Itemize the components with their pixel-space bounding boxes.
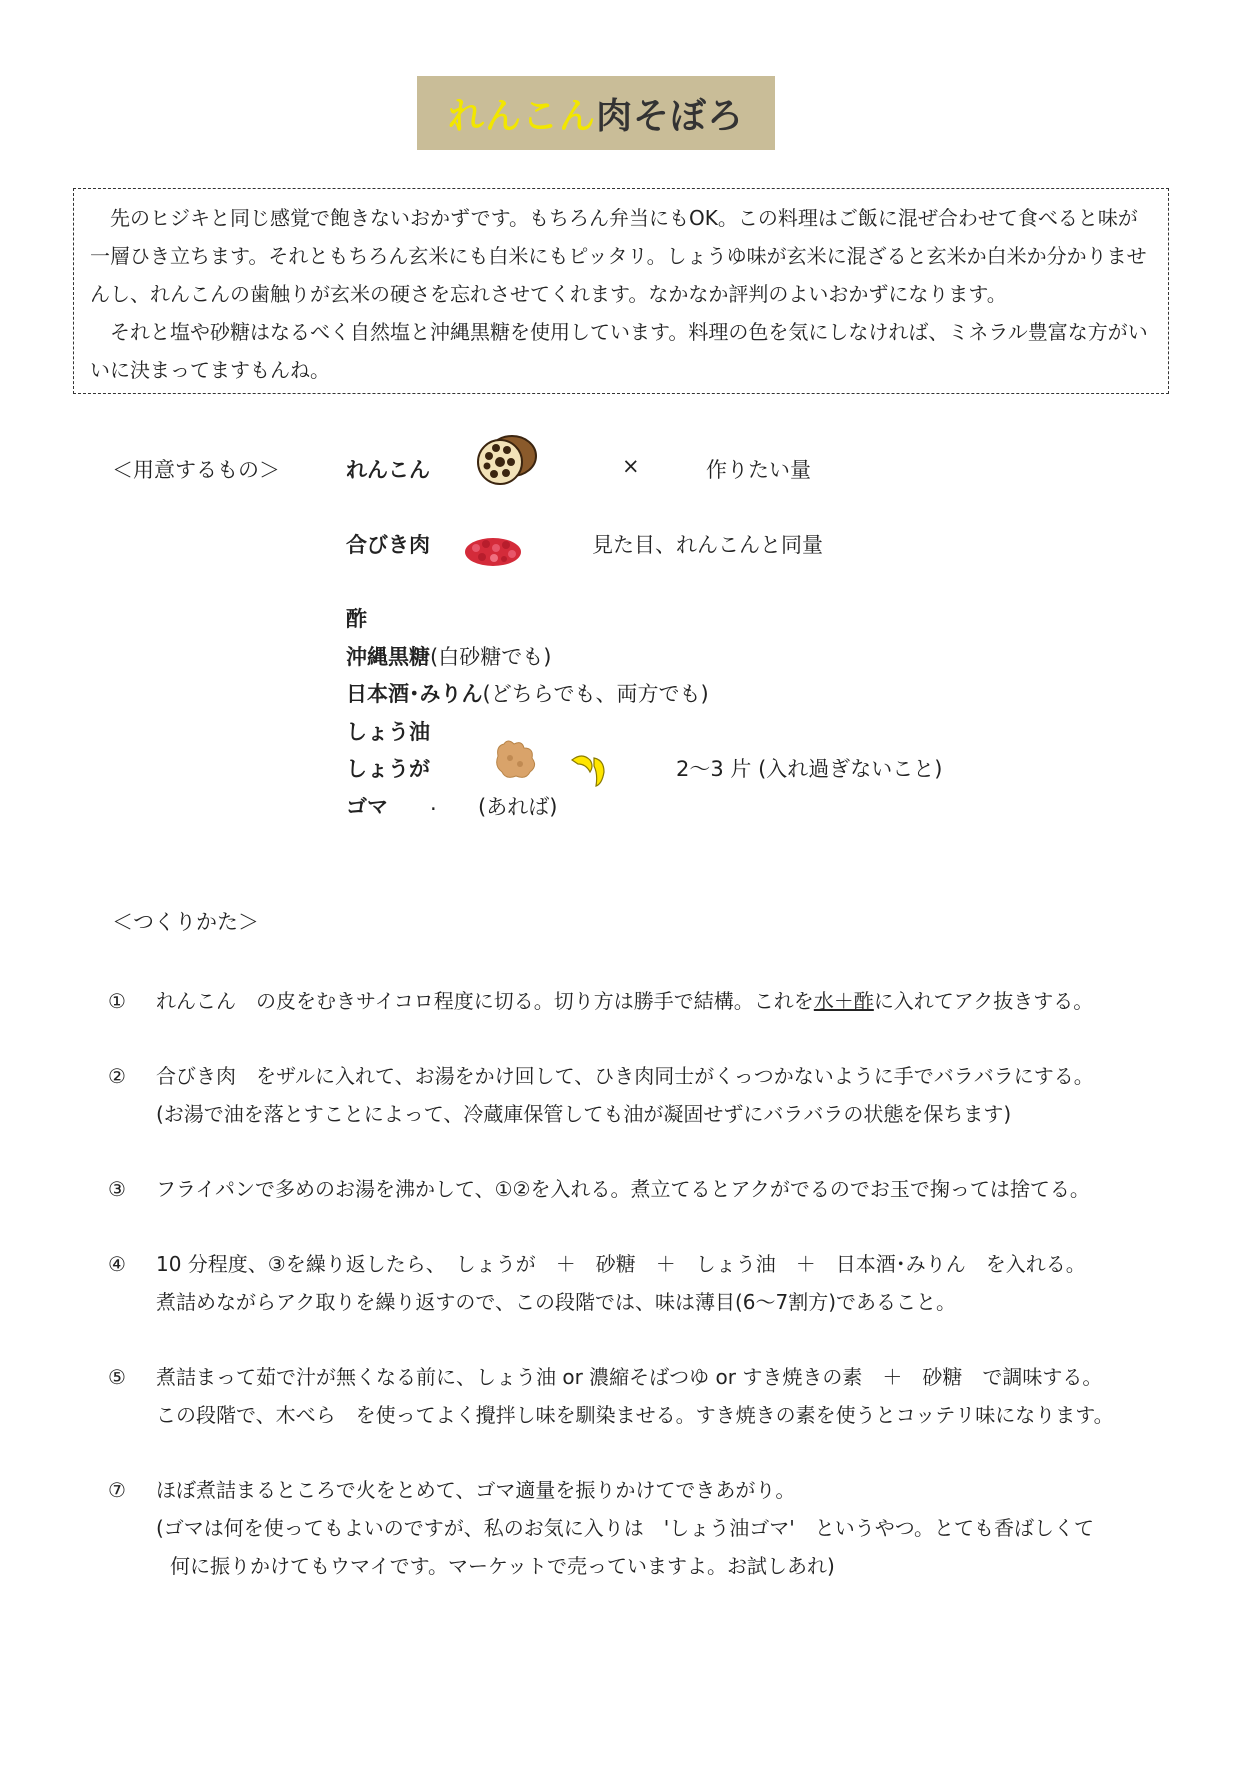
- method-heading: ＜つくりかた＞: [112, 910, 259, 934]
- step-line: (ゴマは何を使ってもよいのですが、私のお気に入りは 'しょう油ゴマ' というやつ。とても香ばしくて: [156, 1516, 1094, 1540]
- sesame-note: (あれば): [478, 795, 558, 819]
- ingredient-ginger: しょうが: [346, 757, 430, 781]
- step-body: [156, 1358, 1114, 1434]
- lotus-root-icon: [474, 430, 538, 488]
- step-line: 10 分程度、③を繰り返したら、 しょうが ＋ 砂糖 ＋ しょう油 ＋ 日本酒･みりん を入れる。: [156, 1252, 1086, 1276]
- ingredient-meat: 合びき肉: [346, 533, 430, 557]
- step-text: れんこん の皮をむきサイコロ程度に切る。切り方は勝手で結構。これを: [156, 989, 814, 1013]
- intro-paragraph-2: それと塩や砂糖はなるべく自然塩と沖縄黒糖を使用しています。料理の色を気にしなければ、ミネラル豊富な方がいいに決まってますもんね。: [90, 320, 1148, 382]
- step-text: に入れてアク抜きする。: [873, 989, 1094, 1013]
- ground-meat-icon: [462, 530, 524, 570]
- step-line: 合びき肉 をザルに入れて、お湯をかけ回して、ひき肉同士がくっつかないように手でバラバラにする。: [156, 1064, 1094, 1088]
- step-line: この段階で、木べら を使ってよく攪拌し味を馴染ませる。すき焼きの素を使うとコッテリ味になります。: [156, 1403, 1114, 1427]
- ingredient-sake-row: [346, 678, 709, 708]
- step-line: [156, 982, 1093, 1020]
- step-body: [156, 982, 1093, 1020]
- step-number: ②: [108, 1064, 126, 1088]
- step-number: ③: [108, 1177, 126, 1201]
- intro-paragraph-1: 先のヒジキと同じ感覚で飽きないおかずです。もちろん弁当にもOK。この料理はご飯に混ぜ合わせて食べると味が一層ひき立ちます。それともちろん玄米にも白米にもピッタリ。しょうゆ味が玄米に混ざると玄米か白米か分かりませんし、れんこんの歯触りが玄米の硬さを忘れさせてくれます。なかなか評判のよいおかずになります。: [90, 206, 1147, 306]
- step-text-underlined: 水＋酢: [813, 989, 874, 1013]
- renkon-times: ×: [622, 454, 640, 478]
- ingredient-renkon: れんこん: [346, 458, 430, 482]
- step-line: 何に振りかけてもウマイです。マーケットで売っていますよ。お試しあれ): [170, 1554, 835, 1578]
- step-line: 煮詰まって茹で汁が無くなる前に、しょう油 or 濃縮そばつゆ or すき焼きの素 ＋ 砂糖 で調味する。: [156, 1365, 1103, 1389]
- ingredient-sugar-row: [346, 641, 551, 671]
- step-body: [156, 1170, 1090, 1208]
- ingredient-soy: しょう油: [346, 720, 430, 744]
- ginger-slice-icon: [568, 750, 612, 790]
- step-number: ⑤: [108, 1365, 126, 1389]
- sake-note: (どちらでも、両方でも): [482, 682, 709, 706]
- step-line: ほぼ煮詰まるところで火をとめて、ゴマ適量を振りかけてできあがり。: [156, 1478, 796, 1502]
- step-body: [156, 1245, 1086, 1321]
- title-highlight: れんこん: [447, 95, 596, 137]
- step-body: [156, 1471, 1094, 1585]
- ingredient-vinegar: 酢: [346, 607, 367, 631]
- ginger-amount: 2～3 片 (入れ過ぎないこと): [676, 757, 943, 781]
- step-line: フライパンで多めのお湯を沸かして、①②を入れる。煮立てるとアクがでるのでお玉で掬っては捨てる。: [156, 1177, 1090, 1201]
- title-rest: 肉そぼろ: [596, 95, 745, 137]
- ingredient-sesame: ゴマ: [346, 795, 388, 819]
- ingredient-sugar: 沖縄黒糖: [346, 645, 430, 669]
- sugar-note: (白砂糖でも): [430, 645, 552, 669]
- meat-amount: 見た目、れんこんと同量: [592, 533, 823, 557]
- step-line: 煮詰めながらアク取りを繰り返すので、この段階では、味は薄目(6～7割方)であること。: [156, 1290, 957, 1314]
- ingredients-heading: ＜用意するもの＞: [112, 458, 280, 482]
- ingredient-sake: 日本酒･みりん: [346, 682, 483, 706]
- renkon-amount: 作りたい量: [706, 458, 811, 482]
- ginger-root-icon: [492, 736, 540, 782]
- step-body: [156, 1057, 1094, 1133]
- step-number: ①: [108, 989, 126, 1013]
- step-number: ⑦: [108, 1478, 126, 1502]
- recipe-title: [417, 76, 775, 150]
- step-number: ④: [108, 1252, 126, 1276]
- step-line: (お湯で油を落とすことによって、冷蔵庫保管しても油が凝固せずにバラバラの状態を保ちます): [156, 1102, 1012, 1126]
- sesame-dot: .: [430, 791, 437, 815]
- intro-box: [73, 188, 1169, 394]
